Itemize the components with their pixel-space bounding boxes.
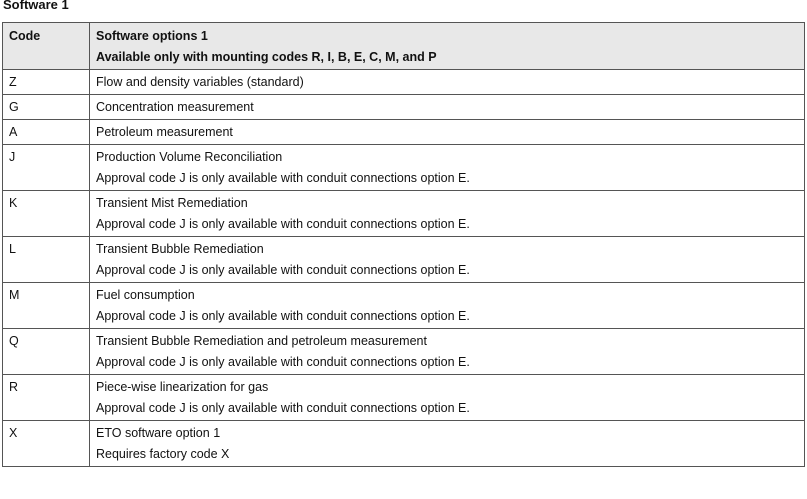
code-cell: R: [3, 375, 90, 421]
option-description: Production Volume Reconciliation: [96, 150, 283, 164]
table-row: [3, 191, 805, 237]
option-note: Approval code J is only available with conduit connections option E.: [96, 263, 470, 277]
description-cell: [90, 145, 805, 191]
option-column-header: [90, 23, 805, 70]
table-body: [3, 70, 805, 467]
table-row: [3, 375, 805, 421]
option-note: Approval code J is only available with conduit connections option E.: [96, 171, 470, 185]
description-cell: [90, 237, 805, 283]
code-cell: K: [3, 191, 90, 237]
table-row: [3, 120, 805, 145]
code-cell: A: [3, 120, 90, 145]
table-row: [3, 237, 805, 283]
option-description: Flow and density variables (standard): [96, 75, 304, 89]
option-description: Piece-wise linearization for gas: [96, 380, 269, 394]
description-cell: [90, 329, 805, 375]
description-cell: [90, 70, 805, 95]
option-description: Concentration measurement: [96, 100, 254, 114]
section-title: Software 1: [3, 0, 69, 12]
option-note: Requires factory code X: [96, 447, 230, 461]
code-cell: G: [3, 95, 90, 120]
option-note: Approval code J is only available with conduit connections option E.: [96, 401, 470, 415]
table-row: [3, 329, 805, 375]
option-column-label: Software options 1: [96, 29, 208, 43]
option-note: Approval code J is only available with conduit connections option E.: [96, 355, 470, 369]
availability-note: Available only with mounting codes R, I, B, E, C, M, and P: [96, 50, 437, 64]
option-description: Transient Bubble Remediation: [96, 242, 264, 256]
table-header: [3, 23, 805, 70]
code-cell: J: [3, 145, 90, 191]
description-cell: [90, 375, 805, 421]
table-row: [3, 70, 805, 95]
code-cell: Z: [3, 70, 90, 95]
code-column-header: [3, 23, 90, 70]
table-row: [3, 283, 805, 329]
software-options-table: [2, 22, 805, 467]
code-cell: Q: [3, 329, 90, 375]
description-cell: [90, 421, 805, 467]
table-header-row: [3, 23, 805, 70]
description-cell: [90, 95, 805, 120]
code-cell: L: [3, 237, 90, 283]
option-description: Petroleum measurement: [96, 125, 233, 139]
option-description: Transient Mist Remediation: [96, 196, 248, 210]
code-column-label: Code: [9, 29, 41, 43]
code-cell: X: [3, 421, 90, 467]
table-row: [3, 95, 805, 120]
description-cell: [90, 191, 805, 237]
table-row: [3, 421, 805, 467]
description-cell: [90, 120, 805, 145]
option-note: Approval code J is only available with conduit connections option E.: [96, 217, 470, 231]
table-row: [3, 145, 805, 191]
option-description: Fuel consumption: [96, 288, 195, 302]
option-description: Transient Bubble Remediation and petroleum measurement: [96, 334, 427, 348]
description-cell: [90, 283, 805, 329]
code-cell: M: [3, 283, 90, 329]
option-description: ETO software option 1: [96, 426, 221, 440]
option-note: Approval code J is only available with conduit connections option E.: [96, 309, 470, 323]
